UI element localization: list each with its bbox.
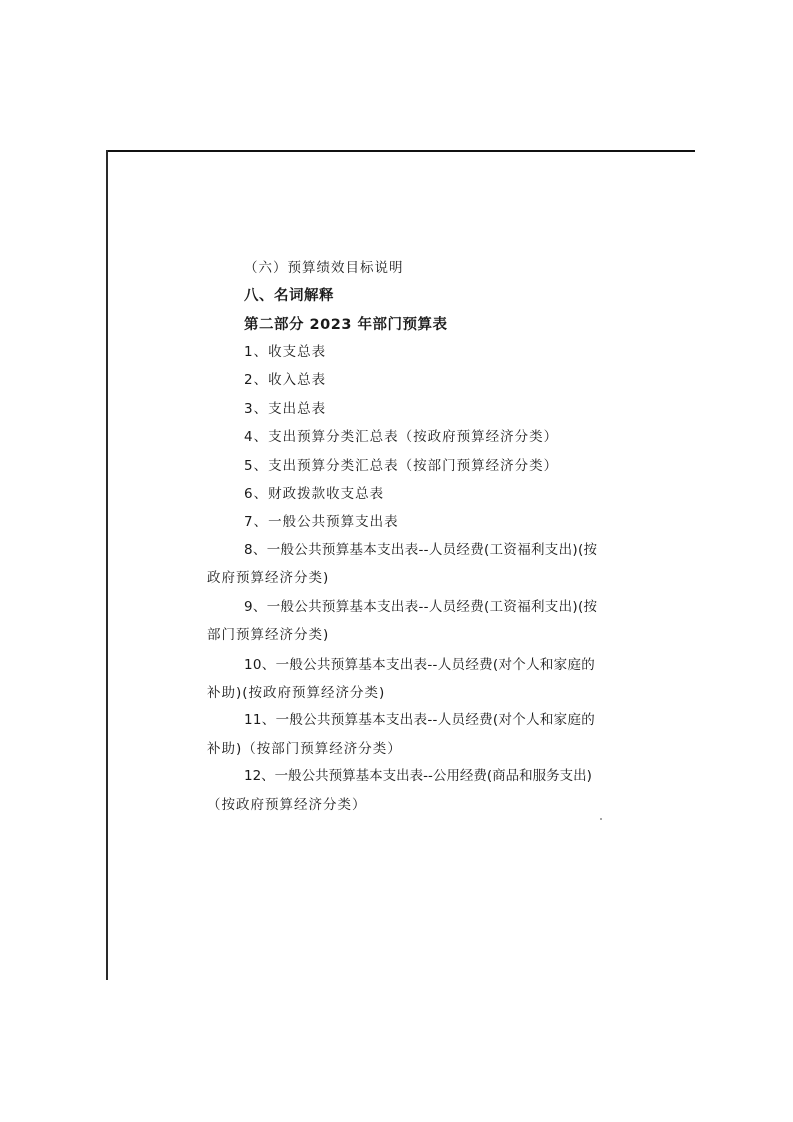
section-heading-glossary: 八、名词解释 (244, 288, 334, 304)
list-item-8-continued: 政府预算经济分类) (207, 570, 330, 586)
list-item-12: 12、一般公共预算基本支出表--公用经费(商品和服务支出) (244, 768, 592, 784)
list-item-10-continued: 补助)(按政府预算经济分类) (207, 685, 386, 701)
list-item-4: 4、支出预算分类汇总表（按政府预算经济分类） (244, 429, 559, 445)
part-two-heading: 第二部分 2023 年部门预算表 (244, 317, 448, 333)
list-item-5: 5、支出预算分类汇总表（按部门预算经济分类） (244, 458, 559, 474)
list-item-8: 8、一般公共预算基本支出表--人员经费(工资福利支出)(按 (244, 542, 598, 558)
section-heading-performance-goals: （六）预算绩效目标说明 (244, 260, 404, 276)
list-item-10: 10、一般公共预算基本支出表--人员经费(对个人和家庭的 (244, 657, 596, 673)
list-item-6: 6、财政拨款收支总表 (244, 486, 385, 502)
list-item-3: 3、支出总表 (244, 401, 327, 417)
scan-border-left (106, 150, 108, 980)
list-item-9-continued: 部门预算经济分类) (207, 627, 330, 643)
scan-speck (600, 818, 602, 820)
list-item-1: 1、收支总表 (244, 344, 327, 360)
scan-border-top (107, 150, 695, 152)
list-item-12-continued: （按政府预算经济分类） (207, 797, 367, 813)
list-item-9: 9、一般公共预算基本支出表--人员经费(工资福利支出)(按 (244, 599, 598, 615)
list-item-11: 11、一般公共预算基本支出表--人员经费(对个人和家庭的 (244, 712, 596, 728)
list-item-2: 2、收入总表 (244, 372, 327, 388)
list-item-7: 7、一般公共预算支出表 (244, 514, 399, 530)
list-item-11-continued: 补助)（按部门预算经济分类） (207, 741, 402, 757)
